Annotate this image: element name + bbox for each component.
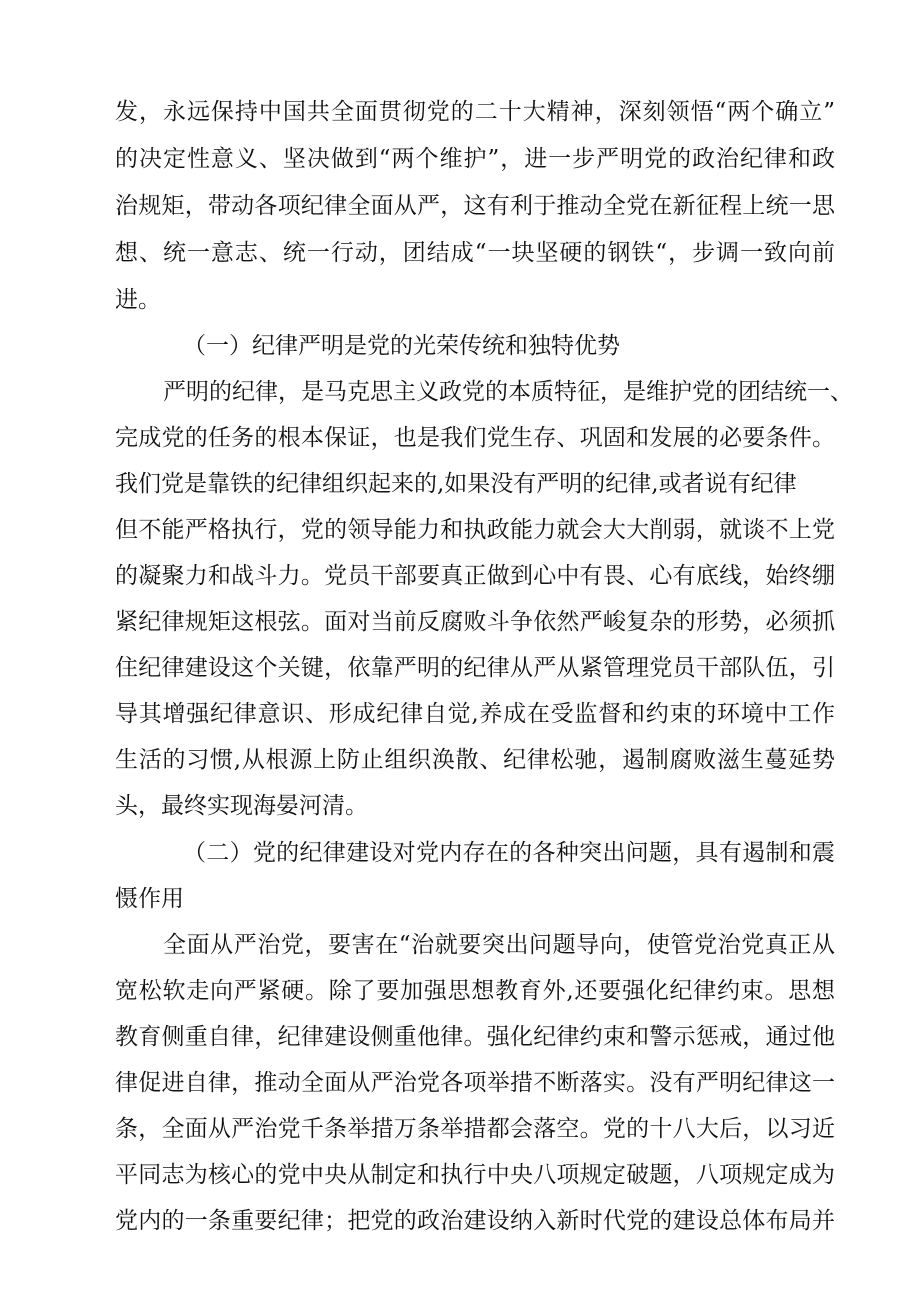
paragraph-line: 发，永远保持中国共全面贯彻党的二十大精神，深刻领悟“两个确立”	[115, 99, 835, 125]
paragraph-line: 律促进自律，推动全面从严治党各项举措不断落实。没有严明纪律这一	[115, 1070, 835, 1096]
paragraph-line: 导其增强纪律意识、形成纪律自觉,养成在受监督和约束的环境中工作	[115, 701, 835, 727]
paragraph-line: 但不能严格执行，党的领导能力和执政能力就会大大削弱，就谈不上党	[115, 517, 835, 543]
section-heading: （一）纪律严明是党的光荣传统和独特优势	[183, 333, 620, 359]
paragraph-line: 条，全面从严治党千条举措万条举措都会落空。党的十八大后，以习近	[115, 1116, 835, 1142]
paragraph-line: 进。	[115, 287, 161, 313]
paragraph-line: 教育侧重自律，纪律建设侧重他律。强化纪律约束和警示惩戒，通过他	[115, 1024, 835, 1050]
paragraph-line: 全面从严治党，要害在“治就要突出问题导向，使管党治党真正从	[163, 932, 835, 958]
paragraph-line: 党内的一条重要纪律；把党的政治建设纳入新时代党的建设总体布局并	[115, 1208, 835, 1234]
paragraph-line: 宽松软走向严紧硬。除了要加强思想教育外,还要强化纪律约束。思想	[115, 978, 835, 1004]
paragraph-line: 平同志为核心的党中央从制定和执行中央八项规定破题，八项规定成为	[115, 1162, 835, 1188]
paragraph-line: 治规矩，带动各项纪律全面从严，这有利于推动全党在新征程上统一思	[115, 193, 835, 219]
paragraph-line: 我们党是靠铁的纪律组织起来的,如果没有严明的纪律,或者说有纪律	[115, 471, 797, 497]
section-heading: 慑作用	[115, 886, 184, 912]
paragraph-line: 生活的习惯,从根源上防止组织涣散、纪律松驰，遏制腐败滋生蔓延势	[115, 747, 835, 773]
paragraph-line: 住纪律建设这个关键，依靠严明的纪律从严从紧管理党员干部队伍，引	[115, 655, 835, 681]
paragraph-line: 想、统一意志、统一行动，团结成“一块坚硬的钢铁“，步调一致向前	[115, 240, 835, 266]
paragraph-line: 严明的纪律，是马克思主义政党的本质特征，是维护党的团结统一、	[163, 379, 853, 405]
paragraph-line: 的决定性意义、坚决做到“两个维护”，进一步严明党的政治纪律和政	[115, 146, 835, 172]
paragraph-line: 的凝聚力和战斗力。党员干部要真正做到心中有畏、心有底线，始终绷	[115, 563, 835, 589]
paragraph-line: 紧纪律规矩这根弦。面对当前反腐败斗争依然严峻复杂的形势，必须抓	[115, 609, 835, 635]
paragraph-line: 头，最终实现海晏河清。	[115, 793, 368, 819]
section-heading: （二）党的纪律建设对党内存在的各种突出问题，具有遏制和震	[183, 840, 835, 866]
paragraph-line: 完成党的任务的根本保证，也是我们党生存、巩固和发展的必要条件。	[115, 425, 835, 451]
